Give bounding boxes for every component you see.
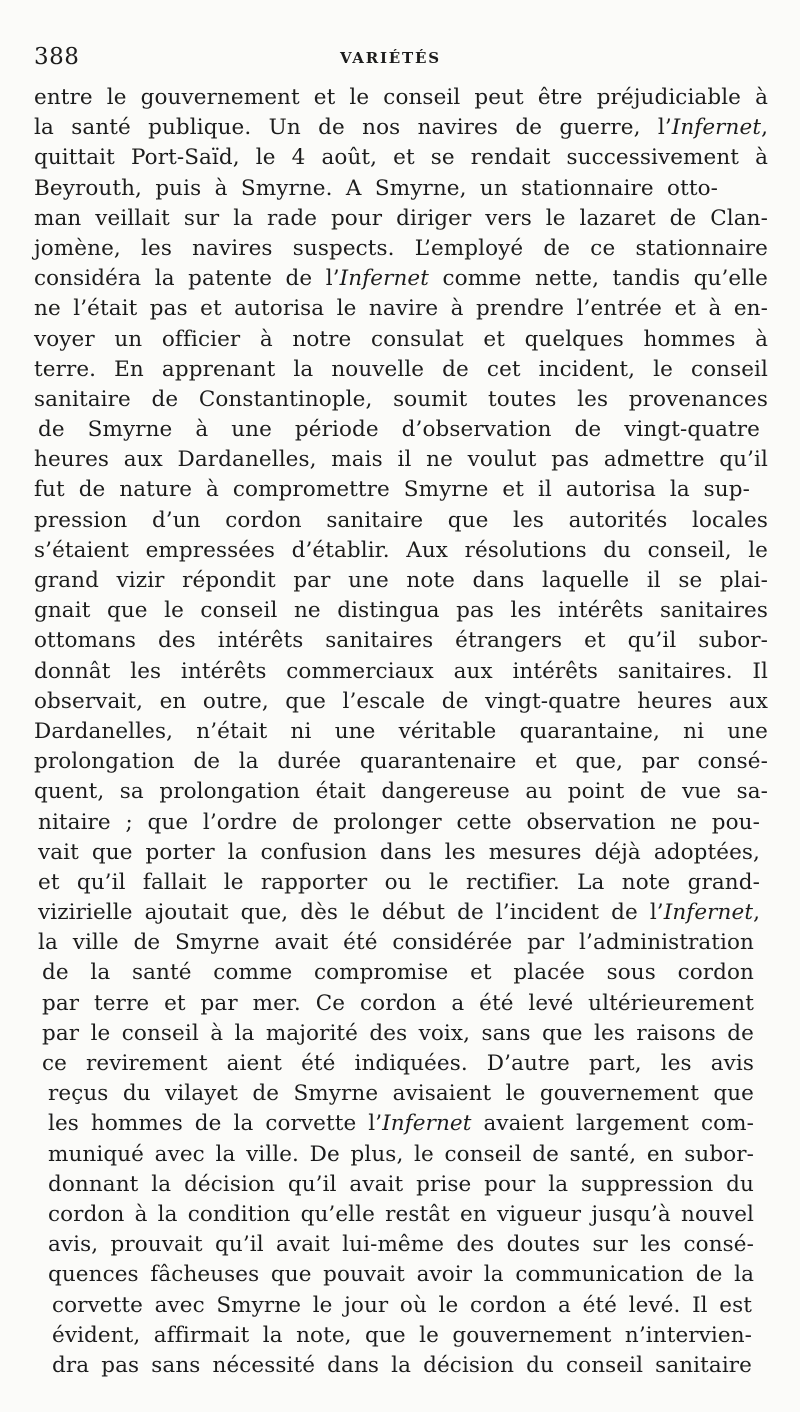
- text-line: nitaire ; que l’ordre de prolonger cette observation ne pou-: [38, 809, 760, 835]
- text-line: man veillait sur la rade pour diriger vers le lazaret de Clan-: [34, 205, 768, 231]
- running-head: [34, 44, 766, 74]
- text-line: considéra la patente de l’Infernet comme nette, tandis qu’elle: [34, 266, 768, 292]
- text-line: jomène, les navires suspects. L’employé de ce stationnaire: [34, 235, 768, 261]
- text-line: sanitaire de Constantinople, soumit toutes les provenances: [34, 386, 768, 412]
- text-line: la ville de Smyrne avait été considérée par l’administration: [38, 930, 754, 956]
- text-line: terre. En apprenant la nouvelle de cet incident, le conseil: [34, 356, 768, 382]
- text-line: grand vizir répondit par une note dans laquelle il se plai-: [34, 568, 768, 593]
- text-line: dra pas sans nécessité dans la décision du conseil sanitaire: [52, 1352, 752, 1378]
- text-line: fut de nature à compromettre Smyrne et il autorisa la sup-: [34, 477, 750, 503]
- text-line: s’étaient empressées d’établir. Aux résolutions du conseil, le: [34, 537, 768, 563]
- text-line: voyer un officier à notre consulat et quelques hommes à: [34, 326, 768, 352]
- text-line: entre le gouvernement et le conseil peut être préjudiciable à: [34, 85, 768, 110]
- page-number: 388: [34, 44, 80, 70]
- text-line: quent, sa prolongation était dangereuse au point de vue sa-: [34, 779, 768, 805]
- text-line: ce revirement aient été indiquées. D’autre part, les avis: [42, 1051, 754, 1076]
- text-line: vait que porter la confusion dans les mesures déjà adoptées,: [38, 839, 760, 865]
- running-title: VARIÉTÉS: [340, 49, 441, 67]
- text-line: quences fâcheuses que pouvait avoir la communication de la: [48, 1262, 754, 1288]
- body-text: [34, 83, 768, 1381]
- text-line: avis, prouvait qu’il avait lui-même des doutes sur les consé-: [48, 1232, 754, 1258]
- text-line: la santé publique. Un de nos navires de guerre, l’Infernet,: [34, 115, 768, 141]
- text-line: Dardanelles, n’était ni une véritable quarantaine, ni une: [34, 718, 768, 744]
- text-line: cordon à la condition qu’elle restât en vigueur jusqu’à nouvel: [48, 1201, 754, 1227]
- text-line: pression d’un cordon sanitaire que les autorités locales: [34, 507, 768, 533]
- text-line: ne l’était pas et autorisa le navire à prendre l’entrée et à en-: [34, 296, 768, 322]
- text-line: reçus du vilayet de Smyrne avisaient le gouvernement que: [48, 1081, 754, 1107]
- text-line: de la santé comme compromise et placée sous cordon: [42, 960, 754, 986]
- text-line: prolongation de la durée quarantenaire et que, par consé-: [34, 749, 768, 775]
- text-line: quittait Port-Saïd, le 4 août, et se rendait successivement à: [34, 145, 768, 171]
- text-line: observait, en outre, que l’escale de vingt-quatre heures aux: [34, 688, 768, 714]
- text-line: heures aux Dardanelles, mais il ne voulut pas admettre qu’il: [34, 447, 768, 473]
- text-line: muniqué avec la ville. De plus, le conseil de santé, en subor-: [48, 1141, 754, 1167]
- text-line: donnant la décision qu’il avait prise pour la suppression du: [48, 1171, 754, 1197]
- text-line: par terre et par mer. Ce cordon a été levé ultérieurement: [42, 990, 754, 1016]
- text-line: par le conseil à la majorité des voix, sans que les raisons de: [42, 1020, 754, 1046]
- text-line: donnât les intérêts commerciaux aux intérêts sanitaires. Il: [34, 658, 768, 684]
- text-line: vizirielle ajoutait que, dès le début de l’incident de l’Infernet,: [38, 900, 760, 926]
- text-line: gnait que le conseil ne distingua pas les intérêts sanitaires: [34, 598, 768, 624]
- text-line: les hommes de la corvette l’Infernet avaient largement com-: [48, 1111, 754, 1137]
- text-line: de Smyrne à une période d’observation de vingt-quatre: [38, 417, 760, 443]
- text-line: évident, affirmait la note, que le gouvernement n’intervien-: [52, 1322, 752, 1348]
- text-line: corvette avec Smyrne le jour où le cordon a été levé. Il est: [52, 1292, 752, 1318]
- text-line: Beyrouth, puis à Smyrne. A Smyrne, un stationnaire otto-: [34, 175, 718, 201]
- text-line: ottomans des intérêts sanitaires étrangers et qu’il subor-: [34, 628, 768, 654]
- text-line: et qu’il fallait le rapporter ou le rectifier. La note grand-: [38, 869, 760, 895]
